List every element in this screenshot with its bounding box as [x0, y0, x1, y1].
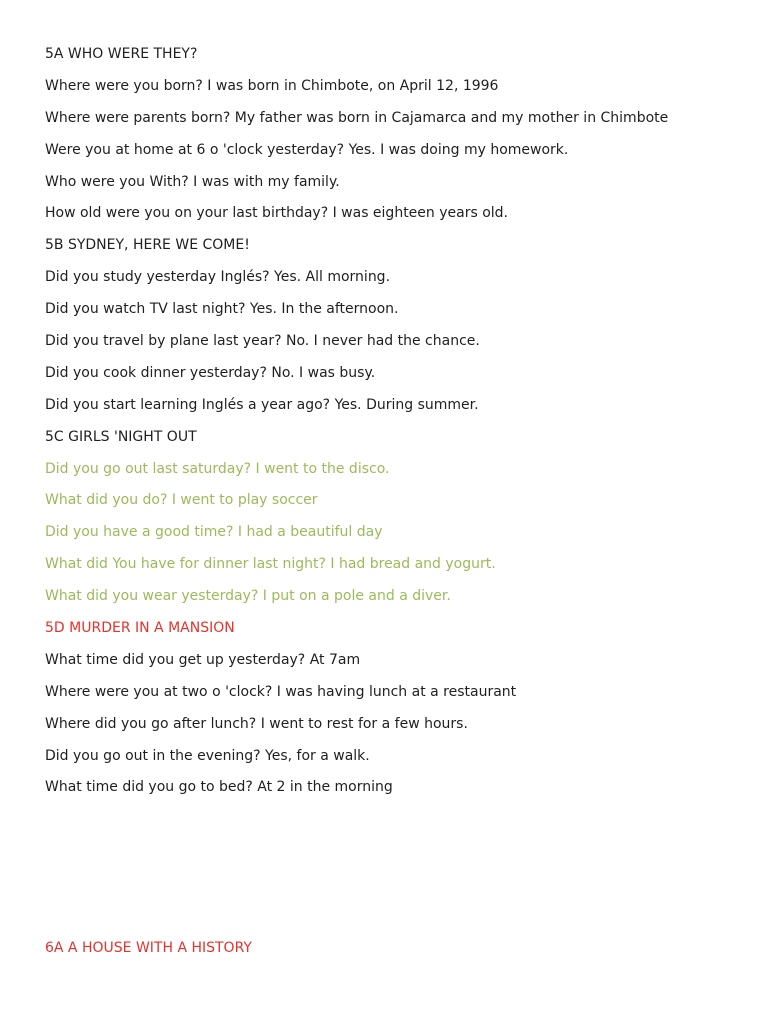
- document-line: Where did you go after lunch? I went to rest for a few hours.: [45, 715, 468, 732]
- document-page: [45, 44, 745, 809]
- section-heading-6a: 6A A HOUSE WITH A HISTORY: [45, 940, 252, 956]
- document-line: Did you study yesterday Inglés? Yes. All morning.: [45, 269, 391, 286]
- document-line: Where were parents born? My father was born in Cajamarca and my mother in Chimbote: [45, 109, 669, 126]
- document-line: What time did you go to bed? At 2 in the morning: [45, 779, 393, 796]
- document-line: Did you go out last saturday? I went to the disco.: [45, 460, 390, 477]
- document-line: What time did you get up yesterday? At 7am: [45, 651, 361, 668]
- document-line: What did you do? I went to play soccer: [45, 492, 318, 509]
- document-line: Where were you born? I was born in Chimbote, on April 12, 1996: [45, 77, 499, 94]
- document-line: Did you go out in the evening? Yes, for a walk.: [45, 747, 370, 764]
- document-line: Did you have a good time? I had a beautiful day: [45, 524, 383, 541]
- document-line: 5A WHO WERE THEY?: [45, 46, 198, 62]
- document-line: What did you wear yesterday? I put on a pole and a diver.: [45, 588, 451, 605]
- document-line: How old were you on your last birthday? I was eighteen years old.: [45, 205, 509, 222]
- document-line: Where were you at two o 'clock? I was having lunch at a restaurant: [45, 683, 517, 700]
- section-heading: 5C GIRLS 'NIGHT OUT: [45, 428, 197, 445]
- document-line: What did You have for dinner last night? I had bread and yogurt.: [45, 556, 496, 573]
- section-heading: 5B SYDNEY, HERE WE COME!: [45, 237, 250, 254]
- document-line: Did you start learning Inglés a year ago? Yes. During summer.: [45, 396, 479, 413]
- document-line: Did you travel by plane last year? No. I never had the chance.: [45, 333, 480, 350]
- section-heading: 5D MURDER IN A MANSION: [45, 620, 235, 637]
- document-line: Did you watch TV last night? Yes. In the afternoon.: [45, 301, 399, 318]
- document-line: Did you cook dinner yesterday? No. I was busy.: [45, 364, 376, 381]
- document-line: Were you at home at 6 o 'clock yesterday? Yes. I was doing my homework.: [45, 141, 569, 158]
- document-line: Who were you With? I was with my family.: [45, 173, 340, 190]
